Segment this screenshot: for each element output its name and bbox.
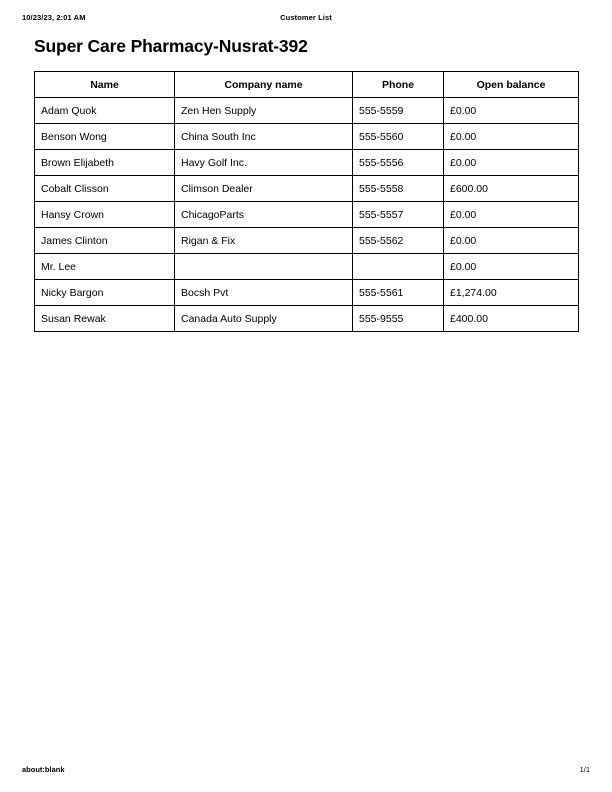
cell-name: Brown Elijabeth [35, 150, 175, 176]
cell-company: Havy Golf Inc. [175, 150, 353, 176]
cell-balance: £0.00 [444, 228, 579, 254]
cell-phone: 555-5559 [353, 98, 444, 124]
column-header-company: Company name [175, 72, 353, 98]
cell-phone: 555-5556 [353, 150, 444, 176]
table-row [35, 124, 579, 150]
cell-phone: 555-5562 [353, 228, 444, 254]
table-row [35, 228, 579, 254]
table-row [35, 202, 579, 228]
cell-company: Rigan & Fix [175, 228, 353, 254]
cell-balance: £0.00 [444, 124, 579, 150]
column-header-balance: Open balance [444, 72, 579, 98]
cell-phone: 555-5560 [353, 124, 444, 150]
table-header [35, 72, 579, 98]
cell-name: Hansy Crown [35, 202, 175, 228]
cell-company: ChicagoParts [175, 202, 353, 228]
table-row [35, 306, 579, 332]
print-header-timestamp: 10/23/23, 2:01 AM [22, 12, 86, 22]
table-row [35, 280, 579, 306]
table-row [35, 254, 579, 280]
cell-balance: £0.00 [444, 254, 579, 280]
print-header-document-name: Customer List [280, 12, 332, 22]
table-row [35, 176, 579, 202]
cell-name: James Clinton [35, 228, 175, 254]
customer-table [34, 71, 579, 332]
cell-company: Climson Dealer [175, 176, 353, 202]
cell-phone: 555-9555 [353, 306, 444, 332]
column-header-phone: Phone [353, 72, 444, 98]
page-title: Super Care Pharmacy-Nusrat-392 [34, 36, 308, 56]
cell-company: Canada Auto Supply [175, 306, 353, 332]
cell-name: Benson Wong [35, 124, 175, 150]
cell-phone: 555-5558 [353, 176, 444, 202]
cell-balance: £0.00 [444, 202, 579, 228]
table-row [35, 98, 579, 124]
cell-phone [353, 254, 444, 280]
cell-balance: £1,274.00 [444, 280, 579, 306]
print-footer [0, 765, 612, 777]
table-body [35, 98, 579, 332]
cell-phone: 555-5557 [353, 202, 444, 228]
cell-balance: £0.00 [444, 98, 579, 124]
cell-name: Nicky Bargon [35, 280, 175, 306]
print-footer-page-number: 1/1 [579, 765, 590, 774]
cell-balance: £0.00 [444, 150, 579, 176]
print-header [0, 11, 612, 23]
cell-company: Zen Hen Supply [175, 98, 353, 124]
print-footer-source: about:blank [22, 765, 65, 774]
cell-name: Cobalt Clisson [35, 176, 175, 202]
cell-phone: 555-5561 [353, 280, 444, 306]
table-row [35, 150, 579, 176]
cell-name: Mr. Lee [35, 254, 175, 280]
cell-company: Bocsh Pvt [175, 280, 353, 306]
cell-name: Susan Rewak [35, 306, 175, 332]
cell-company: China South Inc [175, 124, 353, 150]
table-header-row [35, 72, 579, 98]
cell-name: Adam Quok [35, 98, 175, 124]
cell-company [175, 254, 353, 280]
cell-balance: £400.00 [444, 306, 579, 332]
cell-balance: £600.00 [444, 176, 579, 202]
customer-table-container [34, 71, 578, 332]
column-header-name: Name [35, 72, 175, 98]
